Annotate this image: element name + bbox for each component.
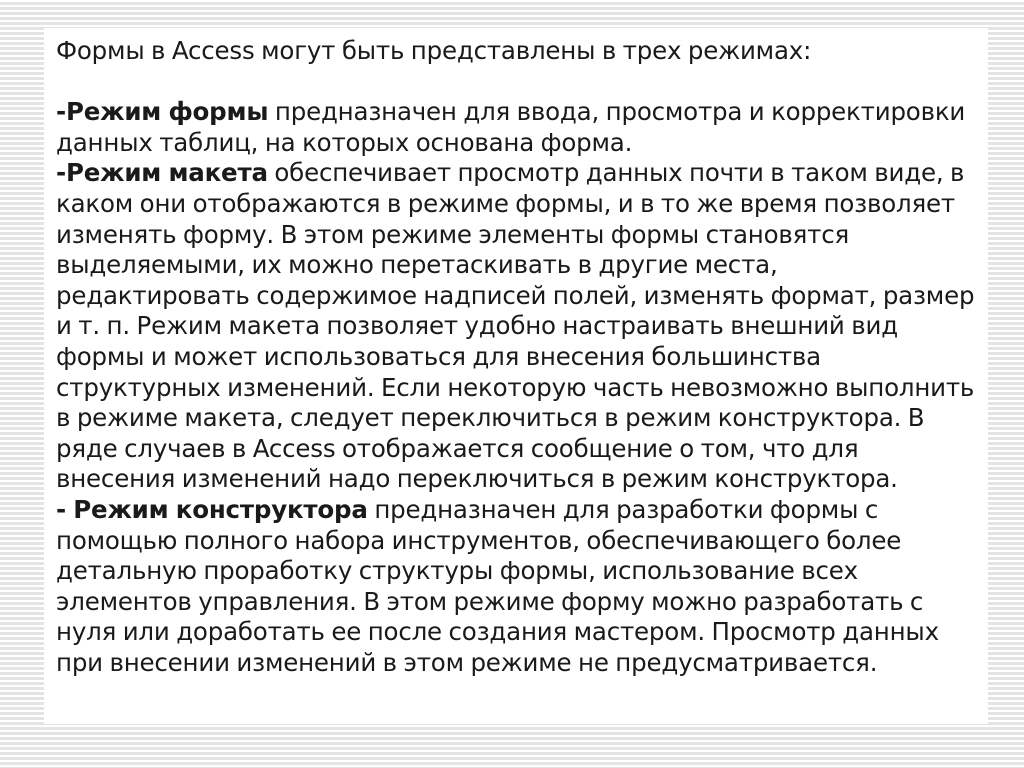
mode-term-layout-view: -Режим макета xyxy=(56,158,268,188)
mode-paragraph-design-view xyxy=(56,495,976,679)
mode-paragraph-form-view xyxy=(56,97,976,158)
intro-text: Формы в Access могут быть представлены в трех режимах: xyxy=(56,36,812,65)
mode-description-layout-view: обеспечивает просмотр данных почти в таком виде, в каком они отображаются в режиме формы, и в то же время позволяет изменять форму. В этом режиме элементы формы становятся выделяемыми, их можно перетаскивать в другие места, редактировать содержимое надписей полей, изменять формат, размер и т. п. Режим макета позволяет удобно настраивать внешний вид формы и может использоваться для внесения большинства структурных изменений. Если некоторую часть невозможно выполнить в режиме макета, следует переключиться в режим конструктора. В ряде случаев в Access отображается сообщение о том, что для внесения изменений надо переключиться в режим конструктора. xyxy=(56,158,975,494)
mode-description-design-view: предназначен для разработки формы с помощью полного набора инструментов, обеспечивающего более детальную проработку структуры формы, использование всех элементов управления. В этом режиме форму можно разработать с нуля или доработать ее после создания мастером. Просмотр данных при внесении изменений в этом режиме не предусматривается. xyxy=(56,494,939,677)
slide-text xyxy=(56,36,976,678)
mode-term-form-view: -Режим формы xyxy=(56,97,269,127)
mode-description-form-view: предназначен для ввода, просмотра и корректировки данных таблиц, на которых основана форма. xyxy=(56,97,966,157)
mode-term-design-view: - Режим конструктора xyxy=(56,494,368,524)
mode-paragraph-layout-view xyxy=(56,158,976,495)
slide-content-panel xyxy=(44,28,988,724)
